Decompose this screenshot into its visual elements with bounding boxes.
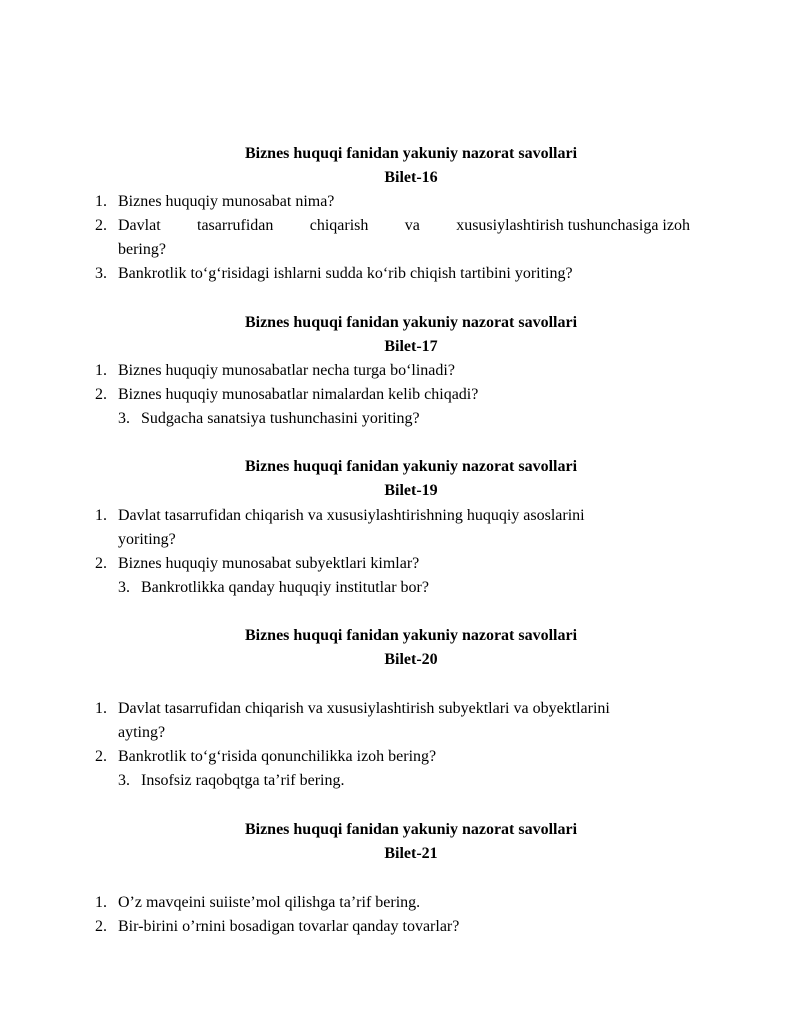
ticket-label: Bilet-21	[384, 845, 438, 862]
question-continuation: ayting?	[118, 724, 166, 741]
section-title: Biznes huquqi fanidan yakuniy nazorat savollari	[244, 458, 578, 475]
question-text: Bankrotlik to‘g‘risidagi ishlarni sudda ko‘rib chiqish tartibini yoriting?	[118, 265, 573, 282]
question-number: 1.	[95, 193, 107, 210]
question-text: Biznes huquqiy munosabatlar nimalardan kelib chiqadi?	[118, 386, 479, 403]
question-number: 2.	[95, 748, 107, 765]
question-text: Sudgacha sanatsiya tushunchasini yoriting?	[141, 410, 420, 427]
question-number: 2.	[95, 217, 107, 234]
question-text: Bankrotlik to‘g‘risida qonunchilikka izoh bering?	[118, 748, 437, 765]
question-text: Insofsiz raqobqtga ta’rif bering.	[141, 772, 345, 789]
question-text: Bir-birini o’rnini bosadigan tovarlar qanday tovarlar?	[118, 918, 460, 935]
question-number: 2.	[95, 918, 107, 935]
question-text: Biznes huquqiy munosabatlar necha turga bo‘linadi?	[118, 362, 455, 379]
ticket-label: Bilet-19	[384, 482, 438, 499]
question-number: 1.	[95, 894, 107, 911]
question-text: O’z mavqeini suiiste’mol qilishga ta’rif bering.	[118, 894, 421, 911]
question-text: Biznes huquqiy munosabat subyektlari kimlar?	[118, 555, 420, 572]
section-title: Biznes huquqi fanidan yakuniy nazorat savollari	[244, 627, 578, 644]
question-text: Biznes huquqiy munosabat nima?	[118, 193, 335, 210]
section-title: Biznes huquqi fanidan yakuniy nazorat savollari	[244, 821, 578, 838]
question-text: Davlat tasarrufidan chiqarish va xususiylashtirishning huquqiy asoslarini	[118, 507, 585, 524]
question-number: 1.	[95, 507, 107, 524]
question-text: Davlat tasarrufidan chiqarish va xususiylashtirish subyektlari va obyektlarini	[118, 700, 610, 717]
question-word: xususiylashtirish tushunchasiga izoh	[456, 217, 690, 234]
question-number: 3.	[118, 772, 130, 789]
question-number: 3.	[95, 265, 107, 282]
question-word: va	[404, 217, 420, 234]
question-continuation: bering?	[118, 241, 166, 258]
question-word: Davlat	[118, 217, 161, 234]
question-text	[118, 214, 690, 238]
ticket-label: Bilet-20	[384, 651, 438, 668]
question-word: tasarrufidan	[197, 217, 274, 234]
question-number: 1.	[95, 700, 107, 717]
question-number: 2.	[95, 386, 107, 403]
section-title: Biznes huquqi fanidan yakuniy nazorat savollari	[244, 314, 578, 331]
question-number: 1.	[95, 362, 107, 379]
question-number: 2.	[95, 555, 107, 572]
question-text: Bankrotlikka qanday huquqiy institutlar bor?	[141, 579, 429, 596]
ticket-label: Bilet-16	[384, 169, 438, 186]
ticket-label: Bilet-17	[384, 338, 438, 355]
question-number: 3.	[118, 410, 130, 427]
section-title: Biznes huquqi fanidan yakuniy nazorat savollari	[244, 145, 578, 162]
question-continuation: yoriting?	[118, 531, 176, 548]
question-number: 3.	[118, 579, 130, 596]
question-word: chiqarish	[309, 217, 369, 234]
